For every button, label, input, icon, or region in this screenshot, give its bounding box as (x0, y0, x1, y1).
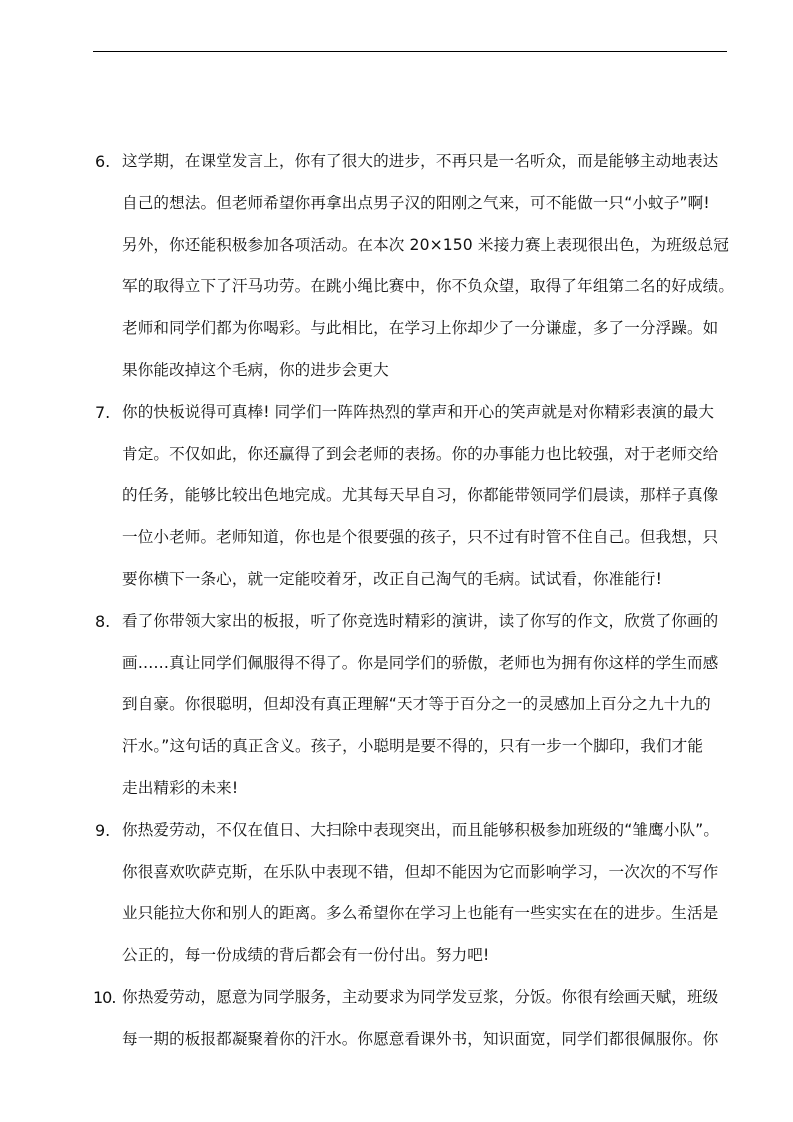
item-line: 画……真让同学们佩服得不得了。你是同学们的骄傲，老师也为拥有你这样的学生而感 (122, 653, 719, 672)
header-rule (93, 51, 727, 52)
item-line: 老师和同学们都为你喝彩。与此相比，在学习上你却少了一分谦虚，多了一分浮躁。如 (122, 319, 719, 338)
item-line: 这学期，在课堂发言上，你有了很大的进步，不再只是一名听众，而是能够主动地表达 (122, 152, 719, 170)
comment-list (95, 141, 735, 1061)
item-line: 走出精彩的未来! (122, 778, 239, 797)
item-line: 每一期的板报都凝聚着你的汗水。你愿意看课外书，知识面宽，同学们都很佩服你。你 (122, 1029, 719, 1048)
item-line: 你很喜欢吹萨克斯，在乐队中表现不错，但却不能因为它而影响学习，一次次的不写作 (122, 862, 719, 881)
item-line: 看了你带领大家出的板报，听了你竞选时精彩的演讲，读了你写的作文，欣赏了你画的 (122, 611, 719, 630)
item-line: 你热爱劳动，愿意为同学服务，主动要求为同学发豆浆，分饭。你很有绘画天赋，班级 (122, 987, 719, 1006)
list-item-10 (95, 977, 735, 1061)
item-line: 果你能改掉这个毛病，你的进步会更大 (122, 360, 389, 379)
list-item-9 (95, 810, 735, 977)
item-line: 你的快板说得可真棒! 同学们一阵阵热烈的掌声和开心的笑声就是对你精彩表演的最大 (122, 402, 715, 421)
list-item-7 (95, 392, 735, 601)
item-line: 的任务，能够比较出色地完成。尤其每天早自习，你都能带领同学们晨读，那样子真像 (122, 486, 719, 505)
item-line: 肯定。不仅如此，你还赢得了到会老师的表扬。你的办事能力也比较强，对于老师交给 (122, 444, 719, 463)
item-line: 业只能拉大你和别人的距离。多么希望你在学习上也能有一些实实在在的进步。生活是 (122, 904, 719, 923)
list-item-6 (95, 141, 735, 392)
item-number: 9. (95, 820, 111, 840)
item-line: 要你横下一条心，就一定能咬着牙，改正自己淘气的毛病。试试看，你准能行! (122, 569, 662, 588)
item-line: 汗水。”这句话的真正含义。孩子，小聪明是要不得的，只有一步一个脚印，我们才能 (122, 737, 704, 756)
item-line: 自己的想法。但老师希望你再拿出点男子汉的阳刚之气来，可不能做一只“小蚊子”啊! (122, 193, 710, 212)
item-number: 6. (95, 152, 111, 171)
item-number: 10. (93, 987, 116, 1007)
item-number: 8. (95, 611, 111, 631)
item-line: 你热爱劳动，不仅在值日、大扫除中表现突出，而且能够积极参加班级的“雏鹰小队”。 (122, 820, 720, 839)
item-line: 一位小老师。老师知道，你也是个很要强的孩子，只不过有时管不住自己。但我想，只 (122, 528, 719, 547)
list-item-8 (95, 601, 735, 810)
item-number: 7. (95, 402, 111, 422)
item-line: 军的取得立下了汗马功劳。在跳小绳比赛中，你不负众望，取得了年组第二名的好成绩。 (122, 277, 735, 296)
item-line: 到自豪。你很聪明，但却没有真正理解“天才等于百分之一的灵感加上百分之九十九的 (122, 695, 711, 714)
item-line: 公正的，每一份成绩的背后都会有一份付出。努力吧! (122, 946, 490, 965)
item-line: 另外，你还能积极参加各项活动。在本次 20×150 米接力赛上表现很出色，为班级总冠 (122, 235, 729, 254)
